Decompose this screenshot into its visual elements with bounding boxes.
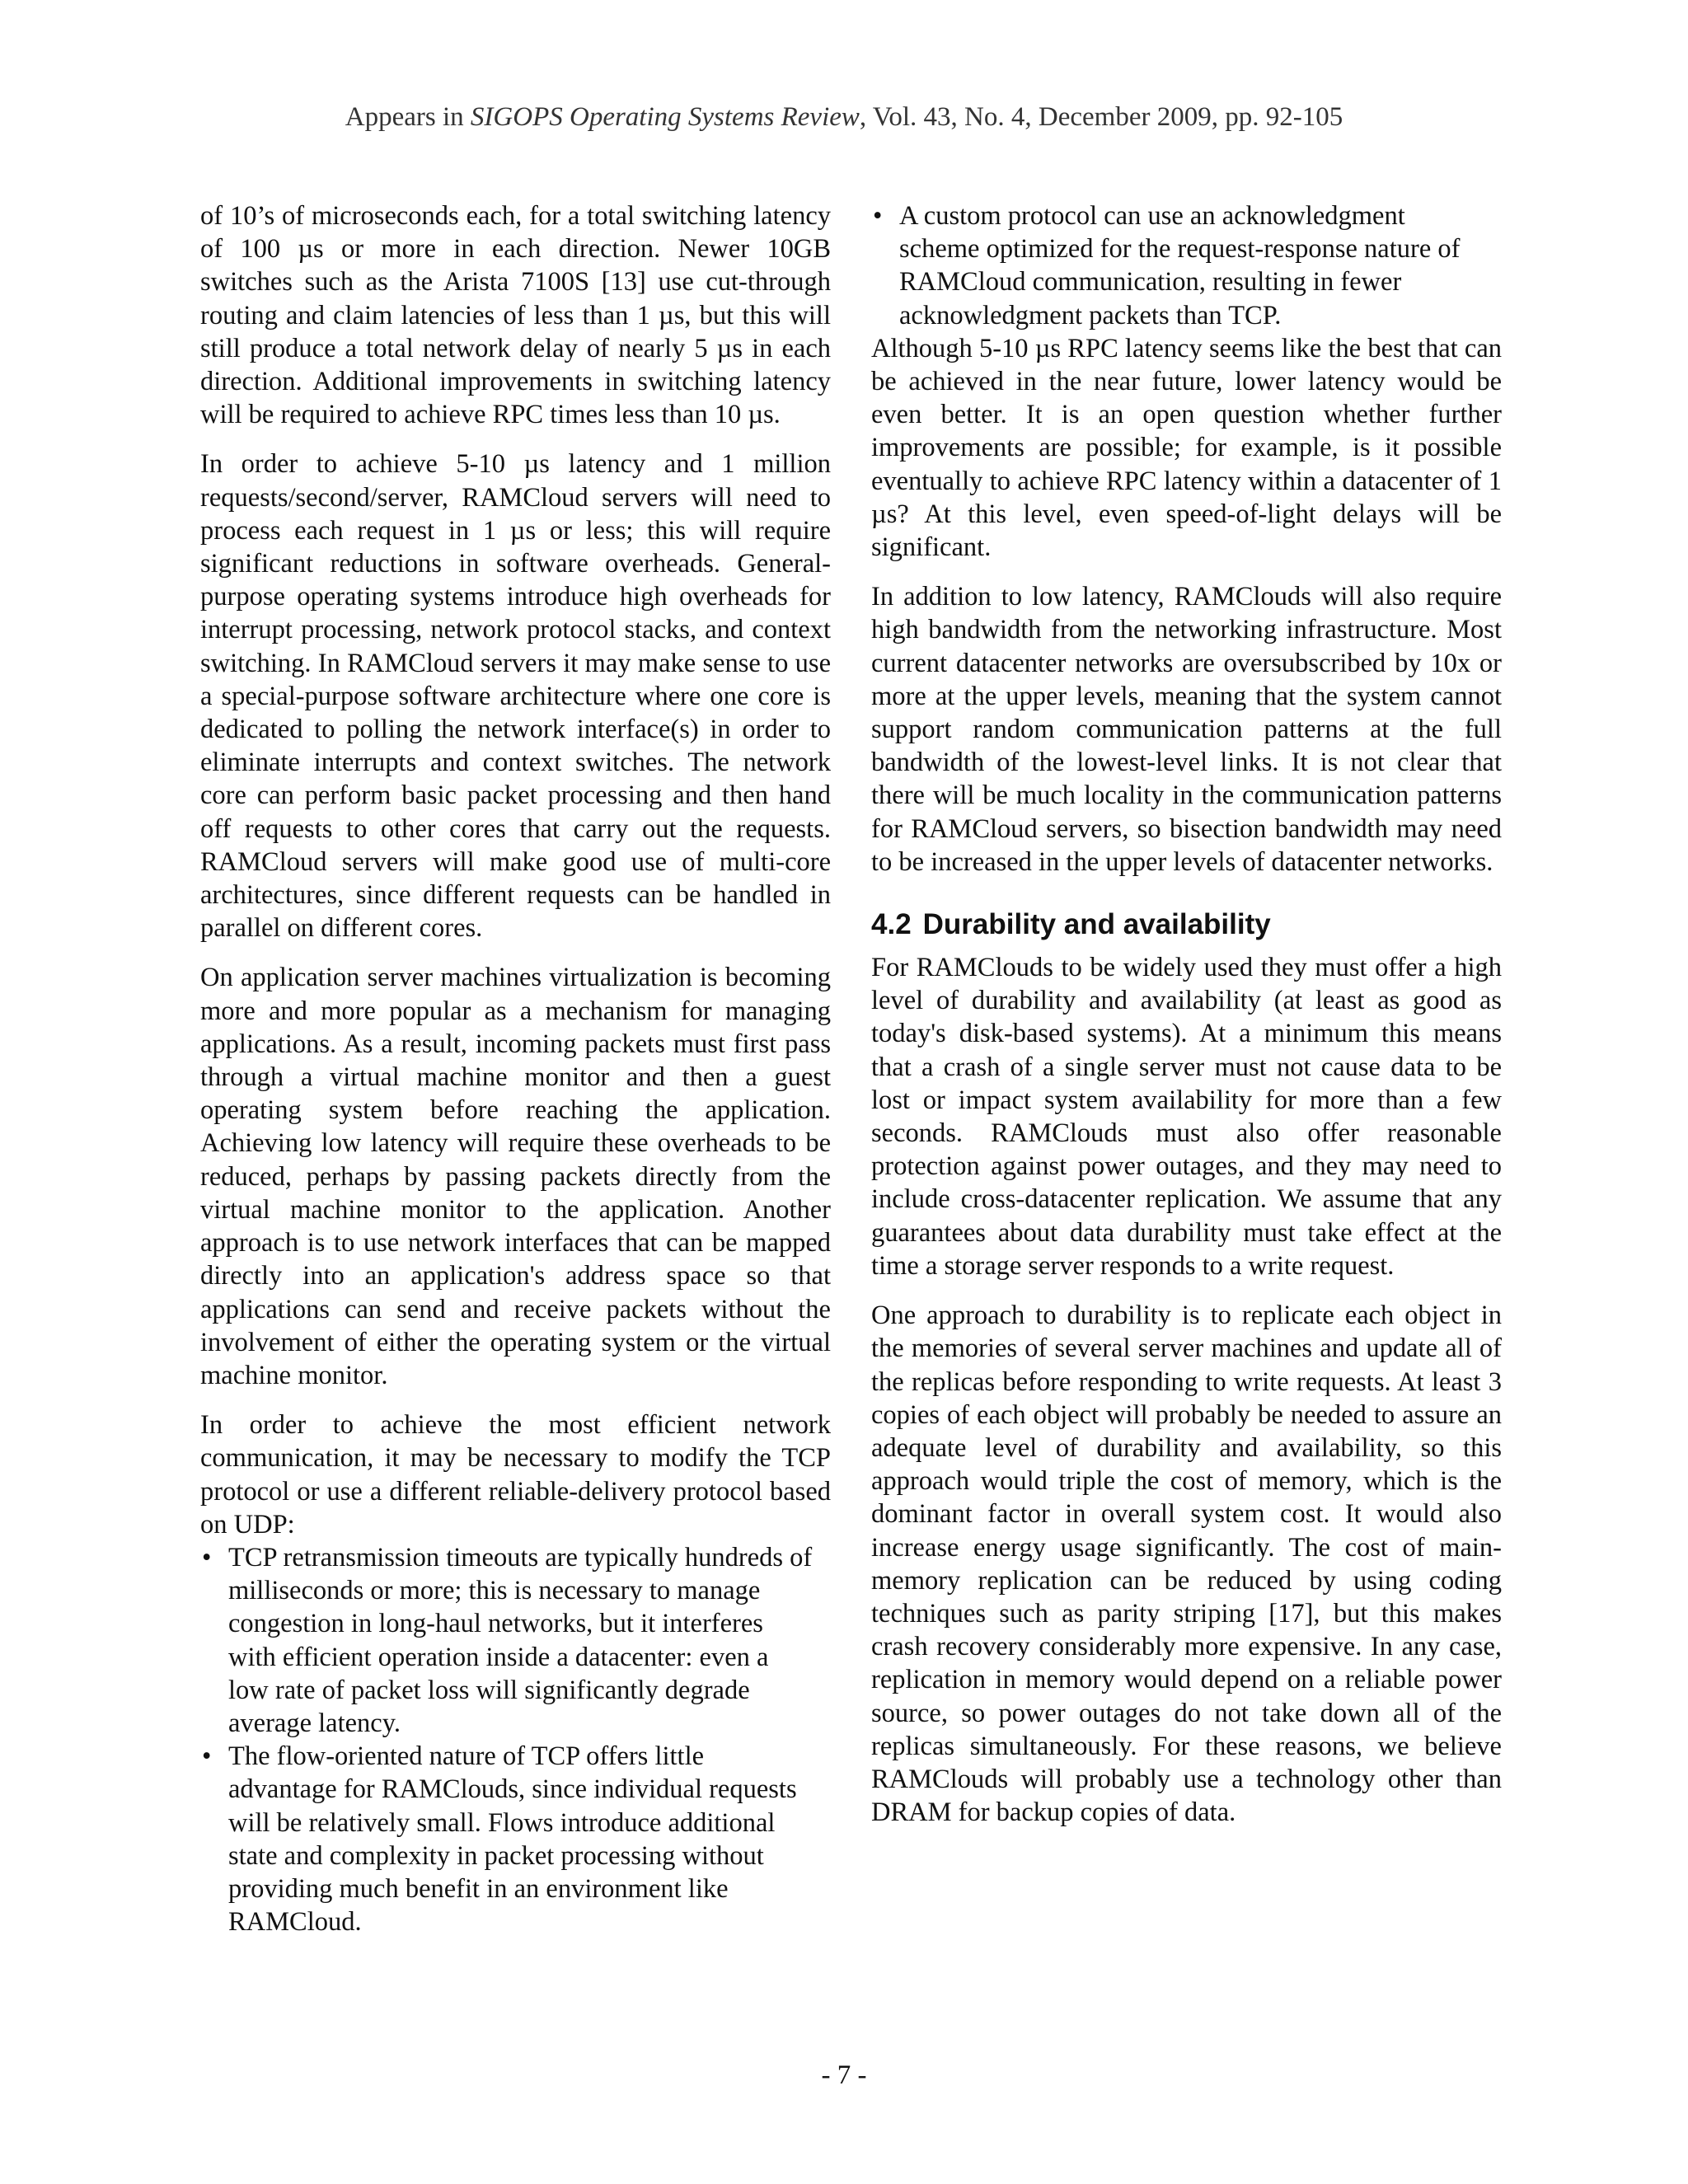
bullet-icon: • (202, 1542, 212, 1572)
header-journal: SIGOPS Operating Systems Review (470, 102, 860, 132)
list-item (871, 199, 1502, 332)
section-number: 4.2 (871, 908, 912, 941)
running-header (0, 101, 1688, 134)
paragraph: Although 5-10 µs RPC latency seems like the best that can be achieved in the near future, lower latency would be even better. It is an open question whether further improvements are possible; for example, is it possible eventually to achieve RPC latency within a datacenter of 1 µs? At this level, even speed-of-light delays will be significant. (871, 333, 1502, 563)
paragraph: For RAMClouds to be widely used they must offer a high level of durability and availability (at least as good as today's disk-based systems). At a minimum this means that a crash of a single server must not cause data to be lost or impact system availability for more than a few seconds. RAMClouds must also offer reasonable protection against power outages, and they may need to include cross-datacenter replication. We assume that any guarantees about data durability must take effect at the time a storage server responds to a write request. (871, 953, 1502, 1281)
paragraph: of 10’s of microseconds each, for a total switching latency of 100 µs or more in each direction. Newer 10GB switches such as the Arista 7100S [13] use cut-through routing and claim latencies of less than 1 µs, but this will still produce a total network delay of nearly 5 µs in each direction. Additional improvements in switching latency will be required to achieve RPC times less than 10 µs. (200, 201, 831, 430)
page-number: - 7 - (821, 2060, 867, 2090)
list-item (200, 1541, 831, 1740)
left-column (200, 199, 831, 1938)
paragraph: In addition to low latency, RAMClouds will also require high bandwidth from the networking infrastructure. Most current datacenter networks are oversubscribed by 10x or more at the upper levels, meaning that the system cannot support random communication patterns at the full bandwidth of the lowest-level links. It is not clear that there will be much locality in the communication patterns for RAMCloud servers, so bisection bandwidth may need to be increased in the upper levels of datacenter networks. (871, 582, 1502, 877)
bullet-list (871, 199, 1502, 332)
paragraph: In order to achieve the most efficient network communication, it may be necessary to modify the TCP protocol or use a different reliable-delivery protocol based on UDP: (200, 1410, 831, 1540)
bullet-icon: • (873, 201, 883, 231)
section-heading (871, 907, 1502, 943)
header-prefix: Appears in (345, 102, 471, 132)
header-suffix: , Vol. 43, No. 4, December 2009, pp. 92-105 (859, 102, 1343, 132)
paragraph: In order to achieve 5-10 µs latency and 1 million requests/second/server, RAMCloud servers will need to process each request in 1 µs or less; this will require significant reductions in software overheads. General-purpose operating systems introduce high overheads for interrupt processing, network protocol stacks, and context switching. In RAMCloud servers it may make sense to use a special-purpose software architecture where one core is dedicated to polling the network interface(s) in order to eliminate interrupts and context switches. The network core can perform basic packet processing and then hand off requests to other cores that carry out the requests. RAMCloud servers will make good use of multi-core architectures, since different requests can be handled in parallel on different cores. (200, 449, 831, 944)
list-item-text: A custom protocol can use an acknowledgment scheme optimized for the request-response nature of RAMCloud communication, resulting in fewer acknowledgment packets than TCP. (899, 201, 1461, 330)
list-item (200, 1740, 831, 1938)
bullet-icon: • (202, 1741, 212, 1772)
right-column (871, 199, 1502, 1845)
list-item-text: The flow-oriented nature of TCP offers little advantage for RAMClouds, since individual requests will be relatively small. Flows introduce additional state and complexity in packet processing without providing much benefit in an environment like RAMCloud. (228, 1741, 797, 1938)
list-item-text: TCP retransmission timeouts are typically hundreds of milliseconds or more; this is necessary to manage congestion in long-haul networks, but it interferes with efficient operation inside a datacenter: even a low rate of packet loss will significantly degrade average latency. (228, 1542, 813, 1738)
paragraph: On application server machines virtualization is becoming more and more popular as a mechanism for managing applications. As a result, incoming packets must first pass through a virtual machine monitor and then a guest operating system before reaching the application. Achieving low latency will require these overheads to be reduced, perhaps by passing packets directly from the virtual machine monitor to the application. Another approach is to use network interfaces that can be mapped directly into an application's address space so that applications can send and receive packets without the involvement of either the operating system or the virtual machine monitor. (200, 963, 831, 1390)
paragraph: One approach to durability is to replicate each object in the memories of several server machines and update all of the replicas before responding to write requests. At least 3 copies of each object will probably be needed to assure an adequate level of durability and availability, so this approach would triple the cost of memory, which is the dominant factor in overall system cost. It would also increase energy usage significantly. The cost of main-memory replication can be reduced by using coding techniques such as parity striping [17], but this makes crash recovery considerably more expensive. In any case, replication in memory would depend on a reliable power source, so power outages do not take down all of the replicas simultaneously. For these reasons, we believe RAMClouds will probably use a technology other than DRAM for backup copies of data. (871, 1301, 1502, 1828)
bullet-list (200, 1541, 831, 1938)
section-title: Durability and availability (922, 908, 1271, 941)
